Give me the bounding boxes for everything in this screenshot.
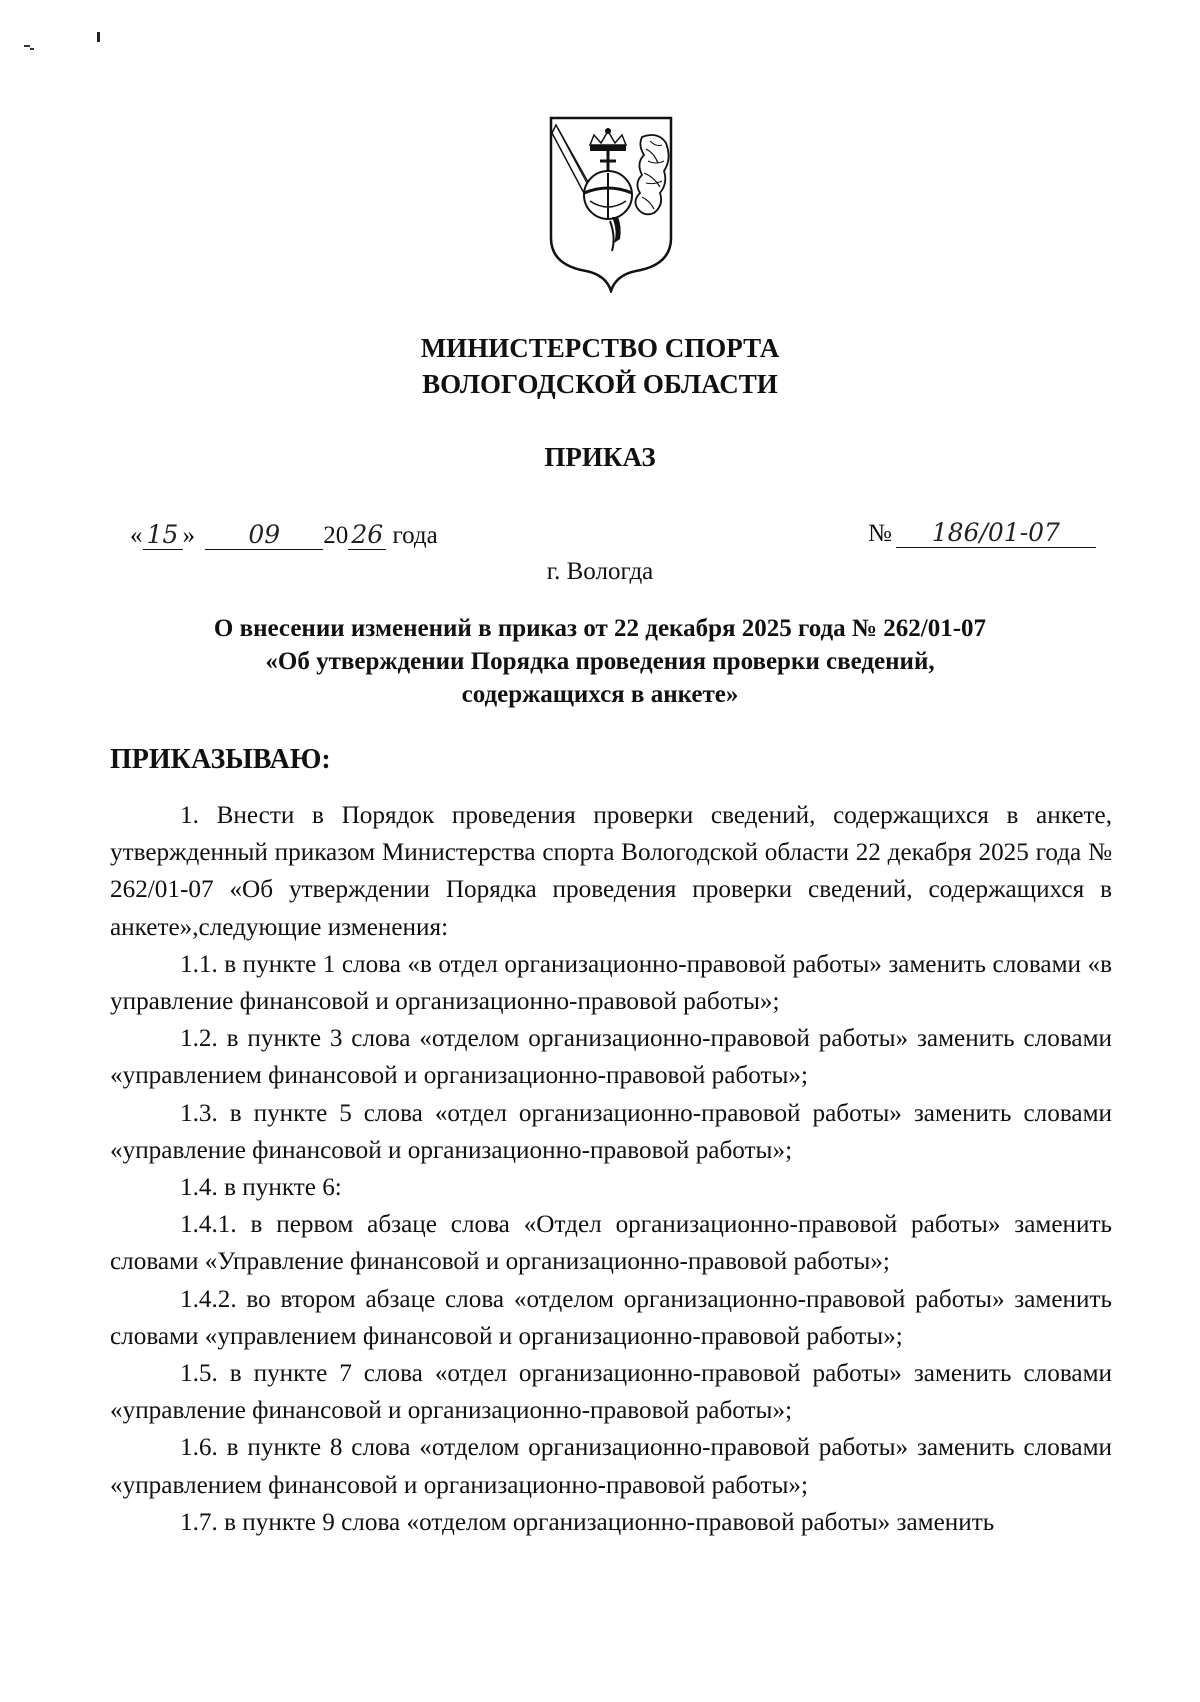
- date-day: 15: [143, 521, 183, 550]
- number-sign: №: [868, 520, 892, 547]
- paragraph-1-2: 1.2. в пункте 3 слова «отделом организационно-правовой работы» заменить словами «управлением финансовой и организационно-правовой работы»;: [110, 1025, 1112, 1090]
- order-body: [110, 797, 1112, 1541]
- paragraph-1-4-1: 1.4.1. в первом абзаце слова «Отдел организационно-правовой работы» заменить словами «Управление финансовой и организационно-правовой работы»;: [110, 1211, 1112, 1276]
- ministry-line-2: ВОЛОГОДСКОЙ ОБЛАСТИ: [422, 369, 778, 399]
- paragraph-1: 1. Внести в Порядок проведения проверки сведений, содержащихся в анкете, утвержденный приказом Министерства спорта Вологодской области 22 декабря 2025 года № 262/01-07 «Об утверждении Порядка проведения проверки сведений, содержащихся в анкете»,следующие изменения:: [110, 802, 1112, 941]
- date-year-word: года: [392, 522, 438, 549]
- document-title: ПРИКАЗ: [544, 442, 656, 472]
- paragraph-1-6: 1.6. в пункте 8 слова «отделом организационно-правовой работы» заменить словами «управлением финансовой и организационно-правовой работы»;: [110, 1434, 1112, 1499]
- paragraph-1-3: 1.3. в пункте 5 слова «отдел организационно-правовой работы» заменить словами «управление финансовой и организационно-правовой работы»;: [110, 1099, 1112, 1164]
- order-subject: [120, 612, 1080, 711]
- order-number: [868, 517, 1096, 551]
- date-line: [130, 519, 438, 553]
- subject-line-2: «Об утверждении Порядка проведения проверки сведений,: [265, 648, 935, 675]
- ministry-header: [0, 330, 1200, 402]
- paragraph-1-4: 1.4. в пункте 6:: [180, 1174, 342, 1202]
- scan-specks: [0, 0, 1200, 80]
- subject-line-1: О внесении изменений в приказ от 22 декабря 2025 года № 262/01-07: [213, 615, 987, 642]
- paragraph-1-5: 1.5. в пункте 7 слова «отдел организационно-правовой работы» заменить словами «управление финансовой и организационно-правовой работы»;: [110, 1360, 1112, 1425]
- date-close-quote: »: [182, 522, 195, 549]
- ministry-line-1: МИНИСТЕРСТВО СПОРТА: [420, 333, 780, 363]
- paragraph-1-4-2: 1.4.2. во втором абзаце слова «отделом организационно-правовой работы» заменить словами «управлением финансовой и организационно-правовой работы»;: [110, 1285, 1112, 1350]
- subject-line-3: содержащихся в анкете»: [461, 681, 739, 708]
- decree-word: ПРИКАЗЫВАЮ:: [110, 744, 331, 775]
- paragraph-1-1: 1.1. в пункте 1 слова «в отдел организационно-правовой работы» заменить словами «в управление финансовой и организационно-правовой работы»;: [110, 950, 1112, 1016]
- date-open-quote: «: [130, 522, 143, 549]
- coat-of-arms-emblem: [546, 113, 676, 293]
- number-value: 186/01-07: [896, 519, 1096, 548]
- date-year-prefix: 20: [323, 522, 349, 549]
- paragraph-1-7: 1.7. в пункте 9 слова «отделом организационно-правовой работы» заменить: [180, 1508, 995, 1536]
- city: г. Вологда: [546, 558, 654, 585]
- date-month: 09: [205, 521, 323, 550]
- date-year-suffix: 26: [348, 521, 386, 550]
